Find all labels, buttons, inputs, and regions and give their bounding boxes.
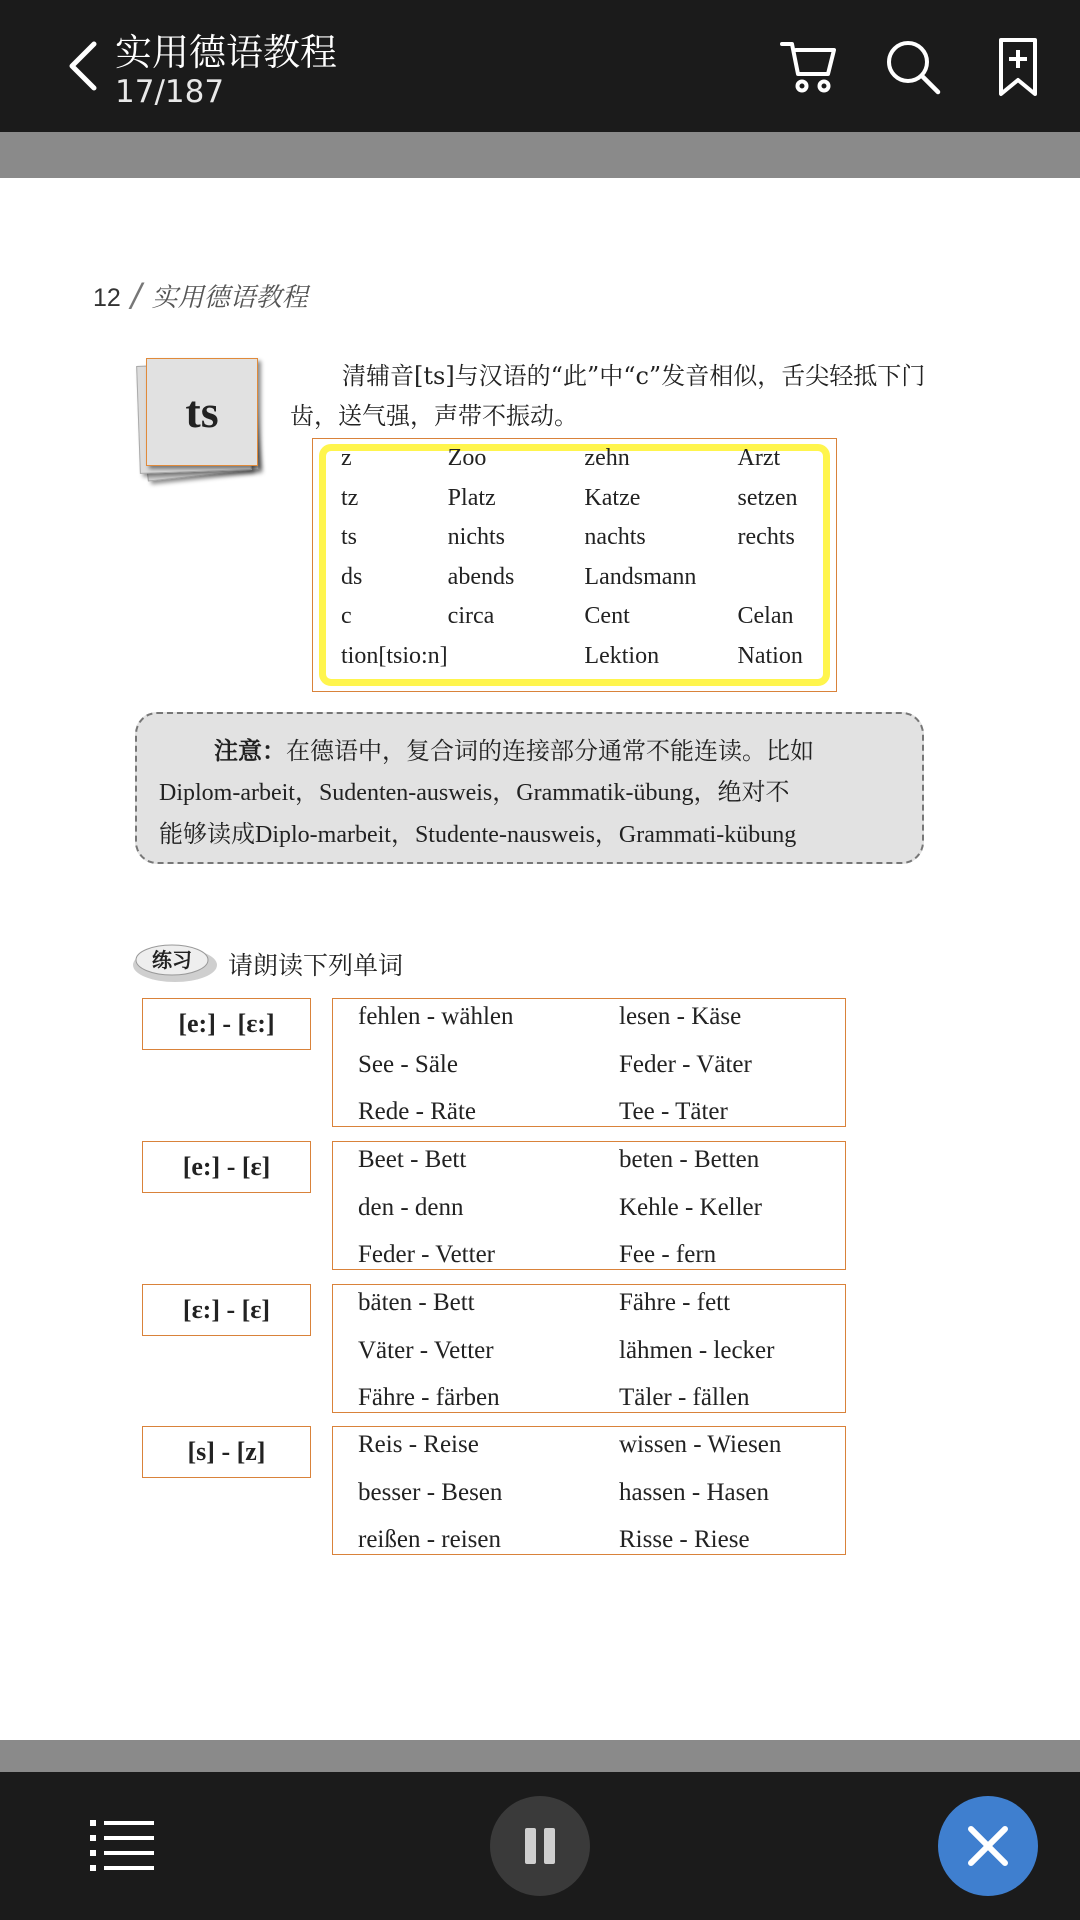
ts-table-row xyxy=(341,597,836,637)
ts-table-row xyxy=(341,479,836,519)
ts-table-cell: circa xyxy=(447,603,495,630)
ts-table-cell: tz xyxy=(341,484,359,511)
exercise-word-pair: hassen - Hasen xyxy=(619,1479,769,1506)
back-button[interactable] xyxy=(58,36,114,96)
exercise-word-pair: besser - Besen xyxy=(358,1479,503,1506)
ts-phoneme-card xyxy=(134,358,262,476)
search-icon xyxy=(880,34,946,100)
ts-table-row xyxy=(341,439,836,479)
bookmark-button[interactable] xyxy=(985,34,1051,100)
ts-table-cell: abends xyxy=(447,563,515,590)
exercise-word-pair: den - denn xyxy=(358,1194,464,1221)
page-counter: 17/187 xyxy=(115,74,225,110)
exercise-word-pair: Risse - Riese xyxy=(619,1526,750,1553)
note-text: 在德语中，复合词的连接部分通常不能连读。比如 xyxy=(286,737,814,765)
ts-table-cell: Landsmann xyxy=(584,563,697,590)
exercise-word-pair: Tee - Täter xyxy=(619,1098,728,1125)
ts-table-row xyxy=(341,518,836,558)
exercise-word-box xyxy=(332,1426,846,1555)
bottom-control-bar xyxy=(0,1772,1080,1920)
exercise-group-label: [s] - [z] xyxy=(142,1426,311,1478)
exercise-word-pair: bäten - Bett xyxy=(358,1289,475,1316)
ts-table-cell: Zoo xyxy=(447,445,487,472)
ts-table-cell: setzen xyxy=(737,484,798,511)
running-head-slash: / xyxy=(130,276,142,314)
chevron-left-icon xyxy=(58,36,114,96)
ts-table-cell: c xyxy=(341,603,352,630)
toc-button[interactable] xyxy=(88,1814,156,1876)
exercise-group-label: [ɛ:] - [ɛ] xyxy=(142,1284,311,1336)
ts-table-cell: Lektion xyxy=(584,642,660,669)
exercise-word-pair: Fee - fern xyxy=(619,1241,717,1268)
ts-table-cell: nichts xyxy=(447,524,505,551)
intro-paragraph: 清辅音[ts]与汉语的“此”中“c”发音相似，舌尖轻抵下门齿，送气强，声带不振动。 xyxy=(290,362,926,430)
cart-button[interactable] xyxy=(776,34,842,100)
ts-table-cell xyxy=(448,637,585,677)
ts-table-cell: nachts xyxy=(584,524,646,551)
running-head-title: 实用德语教程 xyxy=(151,283,308,313)
pause-button[interactable] xyxy=(490,1796,590,1896)
ts-table-cell: Platz xyxy=(447,484,496,511)
exercise-word-pair: lesen - Käse xyxy=(619,1003,742,1030)
ts-card-label: ts xyxy=(185,386,219,437)
ts-table-cell: Katze xyxy=(584,484,641,511)
ts-table-cell: ds xyxy=(341,563,363,590)
note-line xyxy=(159,730,900,772)
exercise-group-label: [e:] - [ɛ:] xyxy=(142,998,311,1050)
exercise-title: 请朗读下列单词 xyxy=(228,951,404,980)
ts-table-cell: z xyxy=(341,445,352,472)
exercise-word-box xyxy=(332,1284,846,1413)
exercise-badge-icon xyxy=(132,940,218,984)
exercise-word-pair: fehlen - wählen xyxy=(358,1003,514,1030)
ts-table-cell: zehn xyxy=(584,445,630,472)
exercise-group-label: [e:] - [ɛ] xyxy=(142,1141,311,1193)
note-line: Diplom-arbeit，Sudenten-ausweis，Grammatik-übung，绝对不 xyxy=(159,780,790,806)
exercise-word-pair: Beet - Bett xyxy=(358,1146,467,1173)
page-margin-top xyxy=(0,132,1080,178)
exercise-word-pair: Fähre - färben xyxy=(358,1384,500,1411)
close-icon xyxy=(938,1796,1038,1896)
exercise-word-pair: lähmen - lecker xyxy=(619,1337,775,1364)
ts-table-cell: tion[tsio:n] xyxy=(341,642,448,669)
ts-table-row xyxy=(341,558,836,598)
ts-example-box xyxy=(312,438,837,692)
exercise-word-pair: beten - Betten xyxy=(619,1146,760,1173)
exercise-word-pair: Rede - Räte xyxy=(358,1098,477,1125)
exercise-word-pair: Fähre - fett xyxy=(619,1289,731,1316)
exercise-word-pair: Feder - Väter xyxy=(619,1051,752,1078)
running-head xyxy=(93,276,308,314)
page-number: 12 xyxy=(93,284,121,312)
exercise-word-box xyxy=(332,998,846,1127)
ts-table-cell: Celan xyxy=(737,603,794,630)
top-app-bar xyxy=(0,0,1080,132)
book-title: 实用德语教程 xyxy=(115,31,337,74)
search-button[interactable] xyxy=(880,34,946,100)
page-margin-bottom xyxy=(0,1740,1080,1772)
exercise-word-pair: Väter - Vetter xyxy=(358,1337,494,1364)
ts-table-cell: Cent xyxy=(584,603,630,630)
ts-table-cell: rechts xyxy=(737,524,795,551)
book-page[interactable] xyxy=(0,178,1080,1740)
exercise-word-pair: Reis - Reise xyxy=(358,1431,479,1458)
exercise-word-pair: reißen - reisen xyxy=(358,1526,501,1553)
ts-table-cell: ts xyxy=(341,524,358,551)
close-button[interactable] xyxy=(938,1796,1038,1896)
exercise-word-pair: See - Säle xyxy=(358,1051,458,1078)
note-label: 注意： xyxy=(214,736,286,765)
ts-table-cell: Nation xyxy=(737,642,803,669)
exercise-word-pair: Kehle - Keller xyxy=(619,1194,762,1221)
ts-table-row xyxy=(341,637,836,677)
note-box xyxy=(135,712,924,864)
exercise-word-pair: Täler - fällen xyxy=(619,1384,750,1411)
ts-table-cell xyxy=(738,558,836,598)
exercise-word-box xyxy=(332,1141,846,1270)
cart-icon xyxy=(776,34,842,100)
exercise-word-pair: wissen - Wiesen xyxy=(619,1431,782,1458)
bookmark-add-icon xyxy=(985,34,1051,100)
ts-table-cell: Arzt xyxy=(737,445,781,472)
note-line: 能够读成Diplo-marbeit，Studente-nausweis，Grammati-kübung xyxy=(159,822,797,848)
list-icon xyxy=(88,1814,156,1876)
exercise-badge-text: 练习 xyxy=(152,948,192,972)
ts-example-table xyxy=(341,439,836,676)
exercise-word-pair: Feder - Vetter xyxy=(358,1241,495,1268)
